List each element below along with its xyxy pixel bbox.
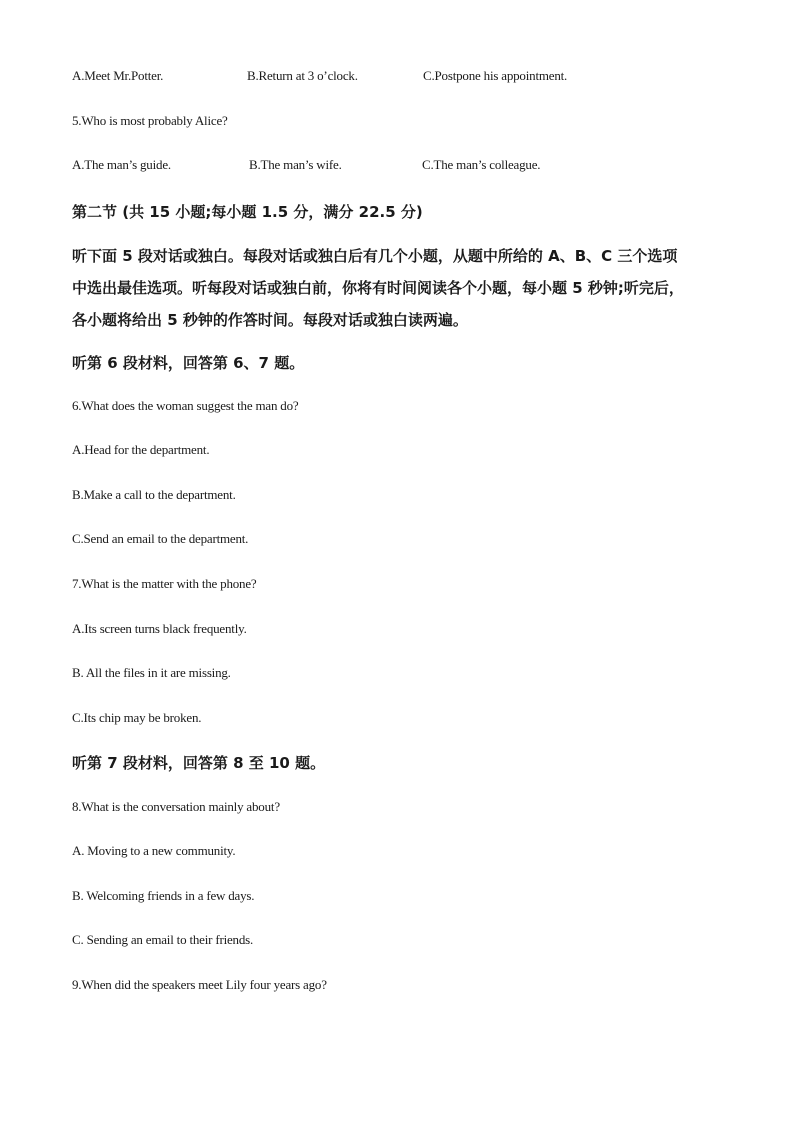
- q4-option-b: B.Return at 3 o’clock.: [247, 68, 358, 83]
- q8-option-c: C. Sending an email to their friends.: [72, 932, 254, 947]
- q5-option-a: A.The man’s guide.: [72, 157, 171, 172]
- section2-instruction-line-1: 听下面 5 段对话或独白。每段对话或独白后有几个小题，从题中所给的 A、B、C 三个选项: [72, 247, 678, 265]
- material6-heading: 听第 6 段材料，回答第 6、7 题。: [72, 354, 305, 372]
- q7-question: 7.What is the matter with the phone?: [72, 576, 257, 591]
- q5-option-c: C.The man’s colleague.: [422, 157, 541, 172]
- section2-heading: 第二节 (共 15 小题;每小题 1.5 分，满分 22.5 分): [72, 203, 423, 221]
- q6-question: 6.What does the woman suggest the man do?: [72, 398, 299, 413]
- q7-option-a: A.Its screen turns black frequently.: [72, 621, 247, 636]
- material7-heading: 听第 7 段材料，回答第 8 至 10 题。: [72, 754, 326, 772]
- section2-instruction-line-2: 中选出最佳选项。听每段对话或独白前，你将有时间阅读各个小题，每小题 5 秒钟;听完后，: [72, 279, 684, 297]
- q7-option-b: B. All the files in it are missing.: [72, 665, 231, 680]
- q5-question: 5.Who is most probably Alice?: [72, 113, 228, 128]
- section2-instruction-line-3: 各小题将给出 5 秒钟的作答时间。每段对话或独白读两遍。: [72, 311, 468, 329]
- q8-option-b: B. Welcoming friends in a few days.: [72, 888, 255, 903]
- q5-option-b: B.The man’s wife.: [249, 157, 342, 172]
- q4-option-c: C.Postpone his appointment.: [423, 68, 568, 83]
- q6-option-a: A.Head for the department.: [72, 442, 210, 457]
- q8-question: 8.What is the conversation mainly about?: [72, 799, 280, 814]
- q6-option-b: B.Make a call to the department.: [72, 487, 236, 502]
- q7-option-c: C.Its chip may be broken.: [72, 710, 202, 725]
- q4-option-a: A.Meet Mr.Potter.: [72, 68, 164, 83]
- q8-option-a: A. Moving to a new community.: [72, 843, 236, 858]
- q6-option-c: C.Send an email to the department.: [72, 531, 249, 546]
- q9-question: 9.When did the speakers meet Lily four years ago?: [72, 977, 327, 992]
